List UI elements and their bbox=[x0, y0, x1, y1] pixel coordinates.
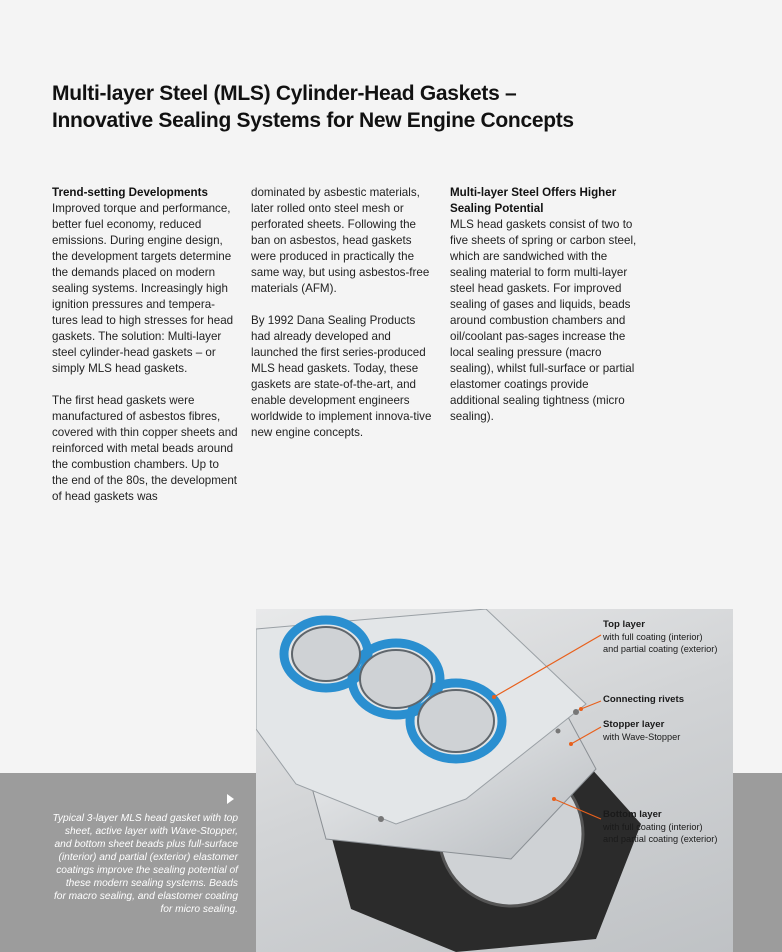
label-top-layer bbox=[603, 619, 717, 655]
label-line: with full coating (interior) bbox=[603, 632, 703, 642]
figure-caption: Typical 3-layer MLS head gasket with top sheet, active layer with Wave-Stopper, and bottom sheet beads plus full-surface (interior) and partial (exterior) elastomer coatings improve the sealing potential of these modern sealing systems. Beads for macro sealing, and elastomer coating for micro sealing. bbox=[52, 813, 238, 915]
label-connecting-rivets bbox=[603, 694, 684, 706]
section-heading: Multi-layer Steel Offers Higher Sealing Potential bbox=[450, 186, 617, 215]
label-title: Connecting rivets bbox=[603, 694, 685, 705]
label-title: Bottom layer bbox=[603, 809, 662, 820]
label-stopper-layer bbox=[603, 719, 680, 743]
paragraph: By 1992 Dana Sealing Products had already developed and launched the first series-produced MLS head gaskets. Today, these gaskets are state-of-the-art, and enable development engineers worldwide to implement innova-tive new engine concepts. bbox=[251, 314, 432, 439]
paragraph: The first head gaskets were manufactured of asbestos fibres, covered with thin copper sheets and reinforced with metal beads around the combustion chambers. Up to the end of the 80s, the development of head gaskets was bbox=[52, 394, 238, 503]
label-line: and partial coating (exterior) bbox=[603, 644, 718, 654]
page-title bbox=[52, 80, 692, 134]
caption-arrow-icon bbox=[227, 794, 234, 804]
paragraph: dominated by asbestic materials, later rolled onto steel mesh or perforated sheets. Following the ban on asbestos, head gaskets were produced in practically the same way, but using asbestos-free materials (AFM). bbox=[251, 186, 430, 295]
gasket-illustration bbox=[256, 609, 733, 952]
title-line-1: Multi-layer Steel (MLS) Cylinder-Head Gaskets – bbox=[52, 82, 517, 106]
label-line: with full coating (interior) bbox=[603, 822, 703, 832]
text-column-1 bbox=[52, 185, 238, 521]
paragraph: MLS head gaskets consist of two to five sheets of spring or carbon steel, which are sandwiched with the sealing material to form multi-layer steel head gaskets. For improved sealing of gases and liquids, beads around combustion chambers and oil/coolant pas-sages increase the local sealing pressure (macro sealing), whilst full-surface or partial elastomer coatings provide additional sealing tightness (micro sealing). bbox=[450, 218, 637, 423]
text-column-2 bbox=[251, 185, 437, 457]
text-column-3 bbox=[450, 185, 640, 441]
label-title: Top layer bbox=[603, 619, 645, 630]
paragraph: Improved torque and performance, better fuel economy, reduced emissions. During engine design, the development targets determine the demands placed on modern sealing systems. Increasingly high ignition pressures and tempera-tures lead to high stresses for head gaskets. The solution: Multi-layer steel cylinder-head gaskets – or simply MLS head gaskets. bbox=[52, 202, 234, 375]
label-bottom-layer bbox=[603, 809, 717, 845]
label-title: Stopper layer bbox=[603, 719, 665, 730]
label-line: with Wave-Stopper bbox=[603, 732, 681, 742]
label-line: and partial coating (exterior) bbox=[603, 834, 718, 844]
gasket-photo bbox=[256, 609, 733, 952]
section-heading: Trend-setting Developments bbox=[52, 186, 208, 199]
title-line-2: Innovative Sealing Systems for New Engine Concepts bbox=[52, 109, 574, 133]
